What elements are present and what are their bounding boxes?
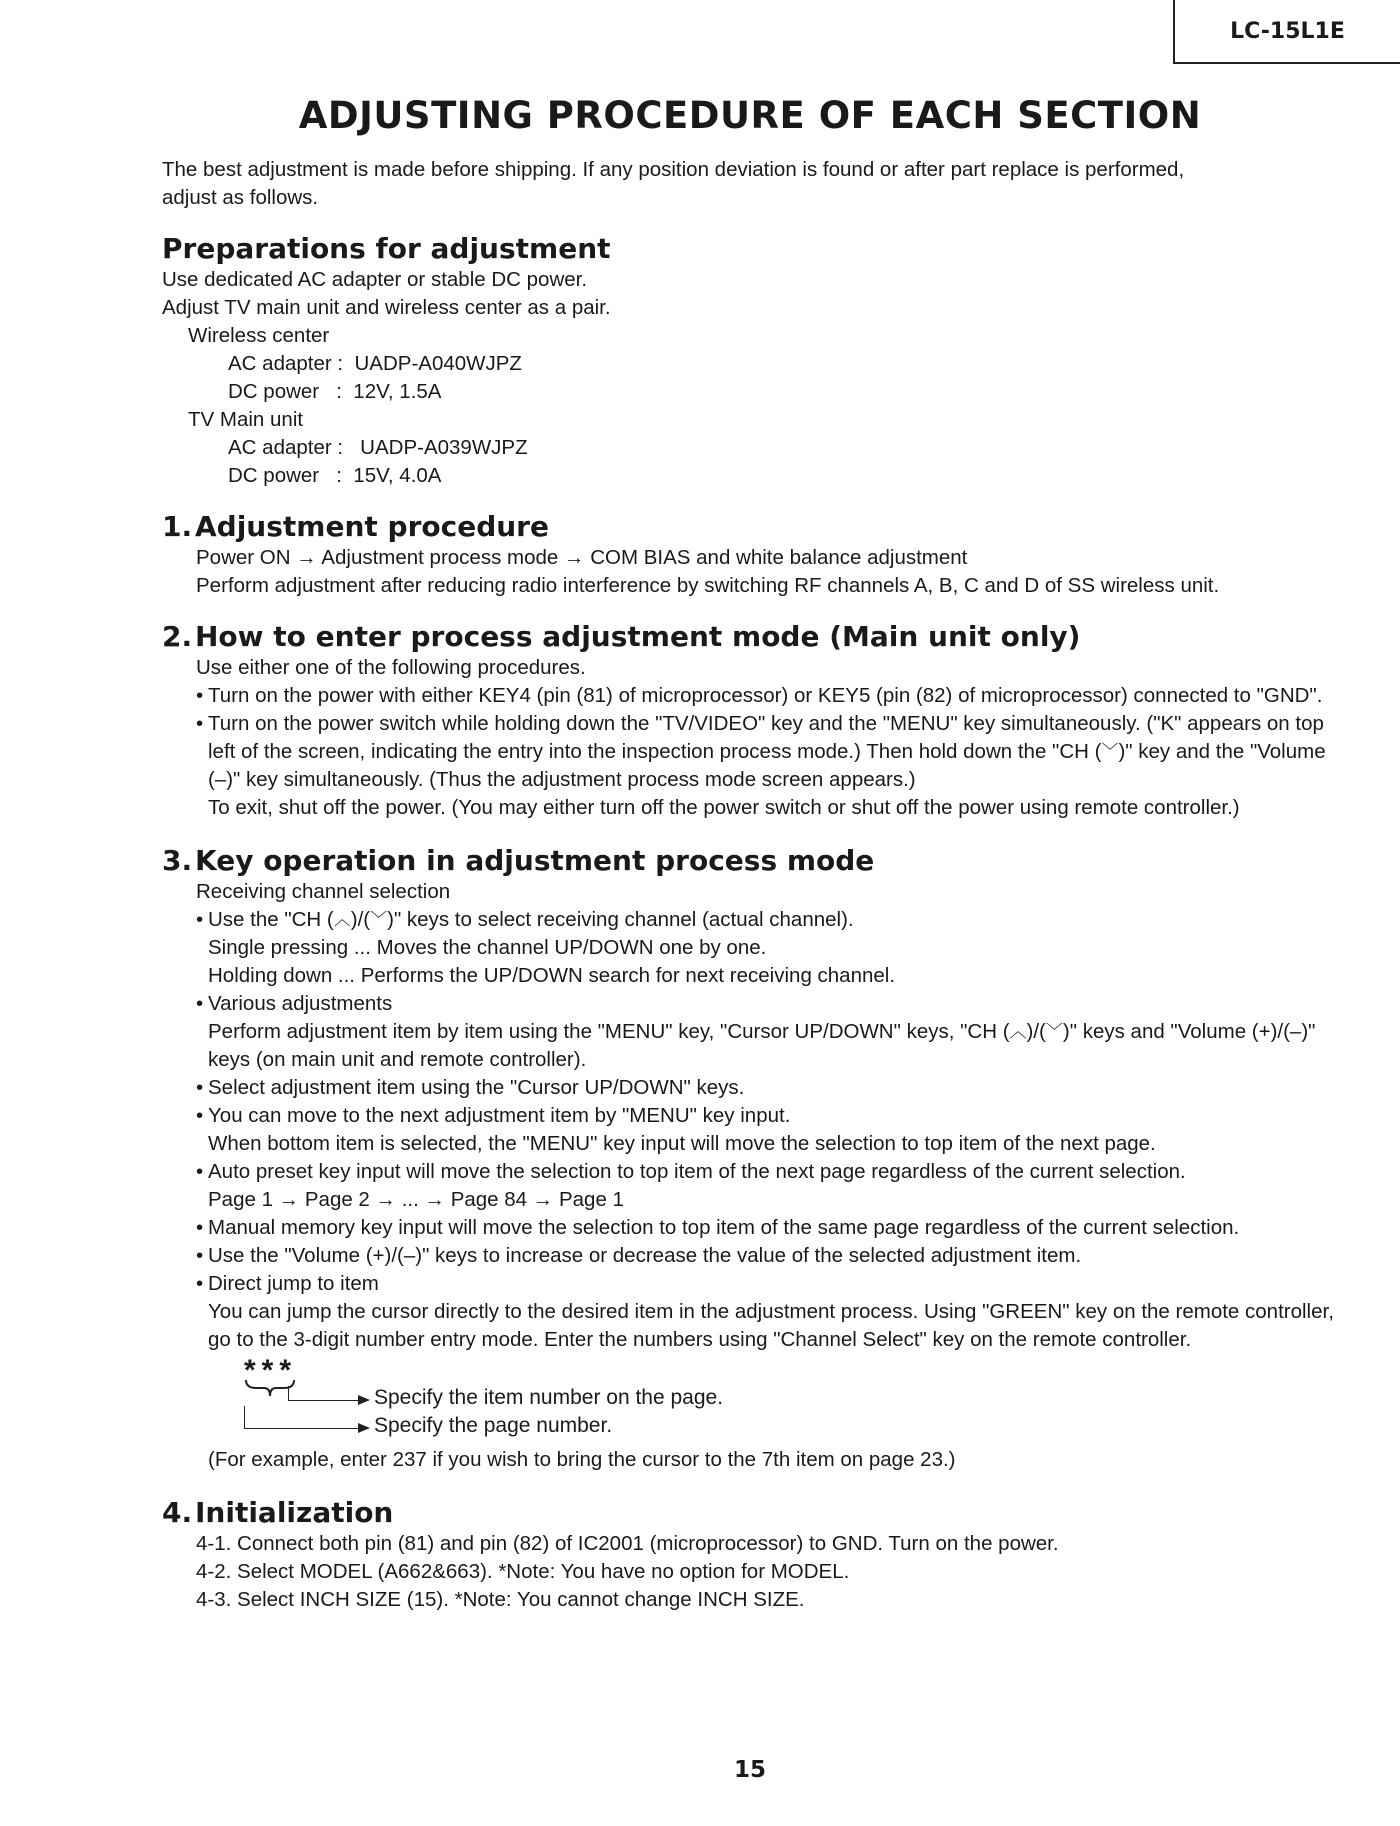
- chevron-down-icon: ﹀: [1045, 1022, 1063, 1041]
- prep-tv-label: TV Main unit: [188, 408, 304, 431]
- bullet-icon: •: [196, 1104, 204, 1127]
- connector-line: [288, 1400, 360, 1401]
- section-2-bullet-1-text: Turn on the power with either KEY4 (pin (81) of microprocessor) or KEY5 (pin (82) of microprocessor) connected to "GND".: [208, 684, 1323, 707]
- chevron-up-icon: ︿: [333, 910, 351, 929]
- item-number-label: Specify the item number on the page.: [374, 1386, 724, 1409]
- section-3-bullet-8-text: You can jump the cursor directly to the desired item in the adjustment process. Using "GREEN" key on the remote controller, go to the 3-digit number entry mode. Enter the numbers using "Channel Select" key on the remote controller.: [208, 1300, 1334, 1351]
- section-3-bullet-6-text: Manual memory key input will move the selection to top item of the same page regardless of the current selection.: [208, 1216, 1240, 1239]
- section-1-line-2: Perform adjustment after reducing radio interference by switching RF channels A, B, C and D of SS wireless unit.: [196, 574, 1220, 597]
- section-4-step-3: 4-3. Select INCH SIZE (15). *Note: You cannot change INCH SIZE.: [196, 1588, 805, 1611]
- page-content: [162, 156, 1340, 1614]
- s3-b1-b: )/(: [350, 908, 371, 931]
- section-4-heading: [162, 1496, 1340, 1530]
- bullet-icon: •: [196, 1272, 204, 1295]
- s3-b2-b: )/(: [1026, 1020, 1046, 1043]
- prep-tv-dc: DC power : 15V, 4.0A: [228, 464, 442, 487]
- s3-b2-a: Perform adjustment item by item using the "MENU" key, "Cursor UP/DOWN" keys, "CH (: [208, 1020, 1010, 1043]
- section-2-title: How to enter process adjustment mode (Main unit only): [195, 620, 1081, 653]
- section-1-heading: [162, 510, 1340, 544]
- prep-line-1: Use dedicated AC adapter or stable DC power.: [162, 268, 588, 291]
- arrow-right-icon: [358, 1423, 370, 1433]
- section-3-bullet-1-single: Single pressing ... Moves the channel UP/DOWN one by one.: [208, 936, 767, 959]
- bullet-icon: •: [196, 684, 204, 707]
- intro-line-1: The best adjustment is made before shipping. If any position deviation is found or after part replace is performed,: [162, 158, 1185, 181]
- chevron-up-icon: ︿: [1009, 1022, 1027, 1041]
- bullet-icon: •: [196, 992, 204, 1015]
- section-3-bullet-2: [162, 990, 1340, 1074]
- section-2-heading: [162, 620, 1340, 654]
- prep-wireless-dc: DC power : 12V, 1.5A: [228, 380, 442, 403]
- section-3-bullet-4-detail: When bottom item is selected, the "MENU" key input will move the selection to top item of the next page.: [208, 1132, 1156, 1155]
- section-3-number: 3.: [162, 844, 193, 877]
- section-4-step-1: 4-1. Connect both pin (81) and pin (82) of IC2001 (microprocessor) to GND. Turn on the power.: [196, 1532, 1059, 1555]
- section-2-bullet-2-text-b: )" key and the "Volume (–)" key simultaneously. (Thus the adjustment process mode screen appears.): [208, 740, 1326, 791]
- section-4-step-2: 4-2. Select MODEL (A662&663). *Note: You have no option for MODEL.: [196, 1560, 850, 1583]
- section-3-bullet-4-text: You can move to the next adjustment item by "MENU" key input.: [208, 1104, 791, 1127]
- section-3-bullet-3: [162, 1074, 1340, 1102]
- bullet-icon: •: [196, 712, 204, 735]
- section-3-bullet-8-title: Direct jump to item: [208, 1272, 379, 1295]
- section-3-bullet-5-text: Auto preset key input will move the selection to top item of the next page regardless of the current selection.: [208, 1160, 1186, 1183]
- section-3-heading: [162, 844, 1340, 878]
- connector-line: [244, 1406, 245, 1428]
- section-3-intro: Receiving channel selection: [196, 880, 451, 903]
- section-2-bullet-2-text-a: Turn on the power switch while holding down the "TV/VIDEO" key and the "MENU" key simultaneously. ("K" appears on top left of the screen, indicating the entry into the inspection process mode.) Then hold down the "CH (: [208, 712, 1324, 763]
- page-number: 15: [733, 1757, 766, 1783]
- page-title: ADJUSTING PROCEDURE OF EACH SECTION: [298, 94, 1202, 137]
- section-1-number: 1.: [162, 510, 193, 543]
- prep-wireless-label: Wireless center: [188, 324, 330, 347]
- model-number-box: [1173, 0, 1400, 64]
- bullet-icon: •: [196, 1216, 204, 1239]
- section-1-title: Adjustment procedure: [195, 510, 549, 543]
- section-2-number: 2.: [162, 620, 193, 653]
- section-3-title: Key operation in adjustment process mode: [195, 844, 875, 877]
- section-4-number: 4.: [162, 1496, 193, 1529]
- section-3-bullet-2-title: Various adjustments: [208, 992, 393, 1015]
- intro-line-2: adjust as follows.: [162, 186, 319, 209]
- section-3-bullet-6: [162, 1214, 1340, 1242]
- section-2-bullet-2: [162, 710, 1340, 822]
- digit-stars: ***: [244, 1354, 298, 1387]
- s3-b2-c: )" keys and "Volume (+)/(–)" keys (on main unit and remote controller).: [208, 1020, 1316, 1071]
- section-3-bullet-8: [162, 1270, 1340, 1354]
- s3-b1-a: Use the "CH (: [208, 908, 334, 931]
- bullet-icon: •: [196, 1076, 204, 1099]
- section-3-example: (For example, enter 237 if you wish to bring the cursor to the 7th item on page 23.): [208, 1448, 956, 1471]
- section-2-bullet-2-text-c: To exit, shut off the power. (You may either turn off the power switch or shut off the power using remote controller.): [208, 796, 1240, 819]
- prep-heading: Preparations for adjustment: [162, 232, 611, 265]
- section-1-line-1: Power ON → Adjustment process mode → COM BIAS and white balance adjustment: [196, 546, 968, 569]
- connector-line: [288, 1386, 289, 1400]
- model-number: LC-15L1E: [1230, 18, 1345, 44]
- chevron-down-icon: ﹀: [370, 910, 388, 929]
- bullet-icon: •: [196, 1160, 204, 1183]
- bullet-icon: •: [196, 1244, 204, 1267]
- section-3-bullet-1-holding: Holding down ... Performs the UP/DOWN search for next receiving channel.: [208, 964, 896, 987]
- page-number-label: Specify the page number.: [374, 1414, 613, 1437]
- s3-b1-c: )" keys to select receiving channel (actual channel).: [387, 908, 854, 931]
- bullet-icon: •: [196, 908, 204, 931]
- section-3-bullet-7: [162, 1242, 1340, 1270]
- section-3-bullet-5: [162, 1158, 1340, 1214]
- section-3-bullet-4: [162, 1102, 1340, 1158]
- prep-wireless-ac: AC adapter : UADP-A040WJPZ: [228, 352, 522, 375]
- prep-line-2: Adjust TV main unit and wireless center as a pair.: [162, 296, 611, 319]
- chevron-down-icon: ﹀: [1101, 742, 1119, 761]
- section-2-intro: Use either one of the following procedures.: [196, 656, 586, 679]
- connector-line: [244, 1428, 360, 1429]
- section-2-bullet-1: [162, 682, 1340, 710]
- item-number-diagram: [208, 1354, 1340, 1454]
- section-3-bullet-1: [162, 906, 1340, 990]
- prep-tv-ac: AC adapter : UADP-A039WJPZ: [228, 436, 528, 459]
- section-4-title: Initialization: [195, 1496, 394, 1529]
- arrow-right-icon: [358, 1395, 370, 1405]
- section-3-bullet-5-pages: Page 1 → Page 2 → ... → Page 84 → Page 1: [208, 1188, 624, 1211]
- section-3-bullet-7-text: Use the "Volume (+)/(–)" keys to increase or decrease the value of the selected adjustment item.: [208, 1244, 1082, 1267]
- section-3-bullet-3-text: Select adjustment item using the "Cursor UP/DOWN" keys.: [208, 1076, 745, 1099]
